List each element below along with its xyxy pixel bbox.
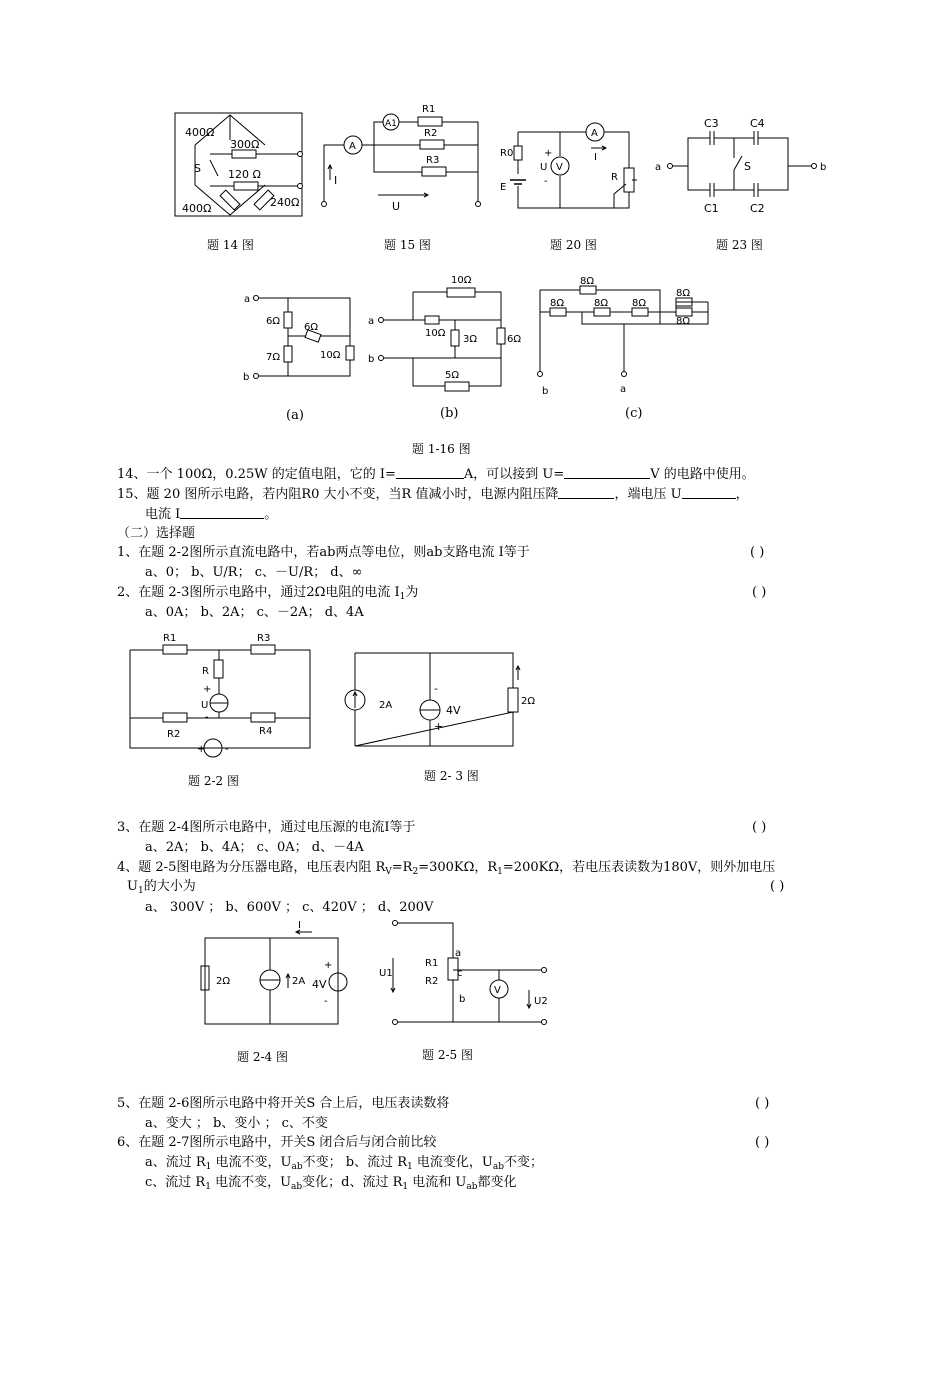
fig25-u1: U1 [379, 968, 393, 979]
choice-2: 2、在题 2-3图所示电路中，通过2Ω电阻的电流 $I_1$为 [117, 585, 419, 602]
answer-blank-current[interactable] [396, 466, 464, 479]
fig116b-r4: 6Ω [507, 334, 522, 345]
answer-blank-terminal[interactable] [682, 486, 736, 499]
answer-blank-current-i[interactable] [180, 506, 264, 519]
fig20-r0: R0 [500, 148, 514, 159]
figure-14 [170, 110, 310, 220]
choice-4-options: a、 300V ； b、600V ； c、420V ； d、200V [145, 900, 434, 915]
choice-4-line2: $U_1$的大小为 [127, 879, 196, 896]
fig116b-ta: a [368, 316, 375, 327]
choice-2-answer[interactable]: ( ) [752, 585, 767, 600]
choice-4: 4、题 2-5图电路为分压器电路，电压表内阻 $R_V=R_2=300K\Omega$，$R_1=200K\Omega$，若电压表读数为180V，则外加电压 [117, 860, 776, 877]
fig23-a: a [655, 162, 662, 173]
fig20-minus: - [544, 176, 548, 187]
fig24-v-src: 4V [312, 978, 327, 991]
fig20-emf: E [500, 182, 507, 193]
fig22-r: R [202, 666, 209, 677]
fig24-i-src: 2A [292, 976, 306, 987]
choice-5-answer[interactable]: ( ) [755, 1096, 770, 1111]
fig116c-ta: a [620, 384, 627, 395]
choice-6-answer[interactable]: ( ) [755, 1135, 770, 1150]
fig23-c4: C4 [750, 117, 765, 130]
fig25-u2: U2 [534, 996, 548, 1007]
fig14-caption: 题 14 图 [207, 238, 254, 252]
fig22-plus-2: + [197, 744, 206, 755]
fig116c-r3: 8Ω [594, 298, 609, 309]
choice-6-options-1: a、流过 $R_1$ 电流不变，$U_{ab}$不变； b、流过 $R_1$ 电流变化，$U_{ab}$不变； [145, 1155, 543, 1172]
answer-blank-voltage[interactable] [564, 466, 650, 479]
question-14: 14、一个 100Ω，0.25W 的定值电阻，它的 I= A，可以接到 U= V 的电路中使用。 [117, 467, 755, 482]
choice-6: 6、在题 2-7图所示电路中，开关S 闭合后与闭合前比较 [117, 1135, 437, 1150]
choice-4-answer[interactable]: ( ) [770, 879, 785, 894]
fig116c-r2: 8Ω [550, 298, 565, 309]
fig116a-label: (a) [286, 408, 304, 423]
fig22-plus: + [203, 684, 212, 695]
fig23-c3: C3 [704, 117, 719, 130]
fig116c-label: (c) [625, 406, 643, 421]
fig25-caption: 题 2-5 图 [422, 1048, 473, 1062]
choice-1-options: a、0； b、U/R； c、－U/R； d、∞ [145, 565, 363, 580]
fig116b-r5: 5Ω [445, 370, 460, 381]
fig116b-r1: 10Ω [451, 275, 472, 286]
choice-2-options: a、0A； b、2A； c、－2A； d、4A [145, 605, 364, 620]
fig23b-caption: 题 2- 3 图 [424, 769, 479, 783]
fig25-a: a [455, 948, 462, 959]
figure-2-3 [350, 650, 536, 750]
figure-2-4 [200, 918, 360, 1030]
choice-1: 1、在题 2-2图所示直流电路中，若ab两点等电位，则ab支路电流 I等于 [117, 545, 530, 560]
fig116b-r2: 10Ω [425, 328, 446, 339]
fig22-r1: R1 [163, 633, 177, 644]
fig22-minus: - [205, 712, 209, 723]
fig22-caption: 题 2-2 图 [188, 774, 239, 788]
fig20-rheostat: R [611, 172, 618, 183]
fig23b-plus: + [434, 720, 444, 733]
choice-5-options: a、变大 ； b、变小 ； c、不变 [145, 1116, 328, 1131]
section-title: （二）选择题 [117, 526, 196, 541]
fig22-minus-2: - [225, 744, 229, 755]
fig15-ammeter-a1: A1 [385, 119, 397, 129]
fig116c-r1: 8Ω [580, 276, 595, 287]
fig23b-i-src: 2A [379, 700, 393, 711]
fig116c-r6: 8Ω [676, 316, 691, 327]
choice-3-answer[interactable]: ( ) [752, 820, 767, 835]
fig22-u: U [201, 700, 209, 711]
fig23b-v-src: 4V [446, 704, 461, 717]
figure-2-2 [125, 630, 317, 760]
figure-23 [652, 114, 837, 224]
choice-3-options: a、2A； b、4A； c、0A； d、－4A [145, 840, 364, 855]
fig24-plus: + [324, 960, 333, 971]
fig25-r2: R2 [425, 976, 439, 987]
fig14-r-top-left: 400Ω [185, 126, 215, 139]
fig22-r3: R3 [257, 633, 271, 644]
fig25-r1: R1 [425, 958, 439, 969]
fig14-switch: S [194, 162, 201, 175]
fig23-switch: S [744, 160, 751, 173]
fig20-ammeter: A [591, 128, 598, 139]
fig20-current: I [594, 152, 597, 163]
fig15-current: I [334, 174, 338, 187]
fig116a-ta: a [244, 294, 251, 305]
fig25-b: b [459, 994, 466, 1005]
figure-1-16c [530, 270, 715, 400]
question-15-line2: 电流 I 。 [145, 507, 278, 522]
fig116a-r3: 7Ω [266, 352, 281, 363]
answer-blank-drop[interactable] [558, 486, 614, 499]
fig23-c1: C1 [704, 202, 719, 215]
fig15-ammeter: A [349, 141, 356, 152]
fig25-voltmeter: V [494, 985, 501, 996]
fig116c-r5: 8Ω [676, 288, 691, 299]
fig23-c2: C2 [750, 202, 765, 215]
fig22-r2: R2 [167, 729, 181, 740]
fig24-minus: - [324, 996, 328, 1007]
fig23b-minus: - [434, 682, 438, 695]
fig15-r2: R2 [424, 128, 438, 139]
fig14-r-bot-right: 240Ω [270, 196, 300, 209]
fig24-caption: 题 2-4 图 [237, 1050, 288, 1064]
fig23b-res: 2Ω [521, 696, 536, 707]
choice-1-answer[interactable]: ( ) [750, 545, 765, 560]
figure-1-16a [240, 288, 360, 388]
fig116a-r4: 10Ω [320, 350, 341, 361]
figure-1-16b [365, 268, 535, 393]
fig15-voltage: U [392, 200, 401, 213]
fig20-caption: 题 20 图 [550, 238, 597, 252]
figure-20 [496, 118, 646, 213]
fig116b-r3: 3Ω [463, 334, 478, 345]
fig116-caption: 题 1-16 图 [412, 442, 471, 456]
fig116c-r4: 8Ω [632, 298, 647, 309]
fig23-b: b [820, 162, 827, 173]
choice-6-options-2: c、流过 $R_1$ 电流不变，$U_{ab}$变化；d、流过 $R_1$ 电流和 $U_{ab}$都变化 [145, 1175, 517, 1192]
figure-2-5 [375, 918, 555, 1030]
fig14-r-mid-top: 300Ω [230, 138, 260, 151]
fig20-voltmeter: V [556, 162, 563, 173]
fig20-u: U [540, 162, 548, 173]
fig22-r4: R4 [259, 726, 273, 737]
fig15-r3: R3 [426, 155, 440, 166]
fig15-r1: R1 [422, 104, 436, 115]
fig24-res: 2Ω [216, 976, 231, 987]
fig116a-r1: 6Ω [266, 316, 281, 327]
fig116c-tb: b [542, 386, 549, 397]
fig116a-r2: 6Ω [304, 322, 319, 333]
choice-5: 5、在题 2-6图所示电路中将开关S 合上后，电压表读数将 [117, 1096, 450, 1111]
fig14-r-mid-bot: 120 Ω [228, 168, 261, 181]
fig23-caption: 题 23 图 [716, 238, 763, 252]
fig116b-tb: b [368, 354, 375, 365]
fig24-current: I [298, 920, 301, 931]
fig14-r-bot-left: 400Ω [182, 202, 212, 215]
choice-3: 3、在题 2-4图所示电路中，通过电压源的电流I等于 [117, 820, 416, 835]
question-15: 15、题 20 图所示电路，若内阻R0 大小不变，当R 值减小时，电源内阻压降 ，端电压 U ， [117, 487, 749, 502]
fig116b-label: (b) [440, 406, 459, 421]
fig116a-tb: b [243, 372, 250, 383]
figure-15 [318, 100, 488, 215]
fig15-caption: 题 15 图 [384, 238, 431, 252]
fig20-plus: + [544, 148, 553, 159]
fig25-c: c [457, 968, 463, 979]
